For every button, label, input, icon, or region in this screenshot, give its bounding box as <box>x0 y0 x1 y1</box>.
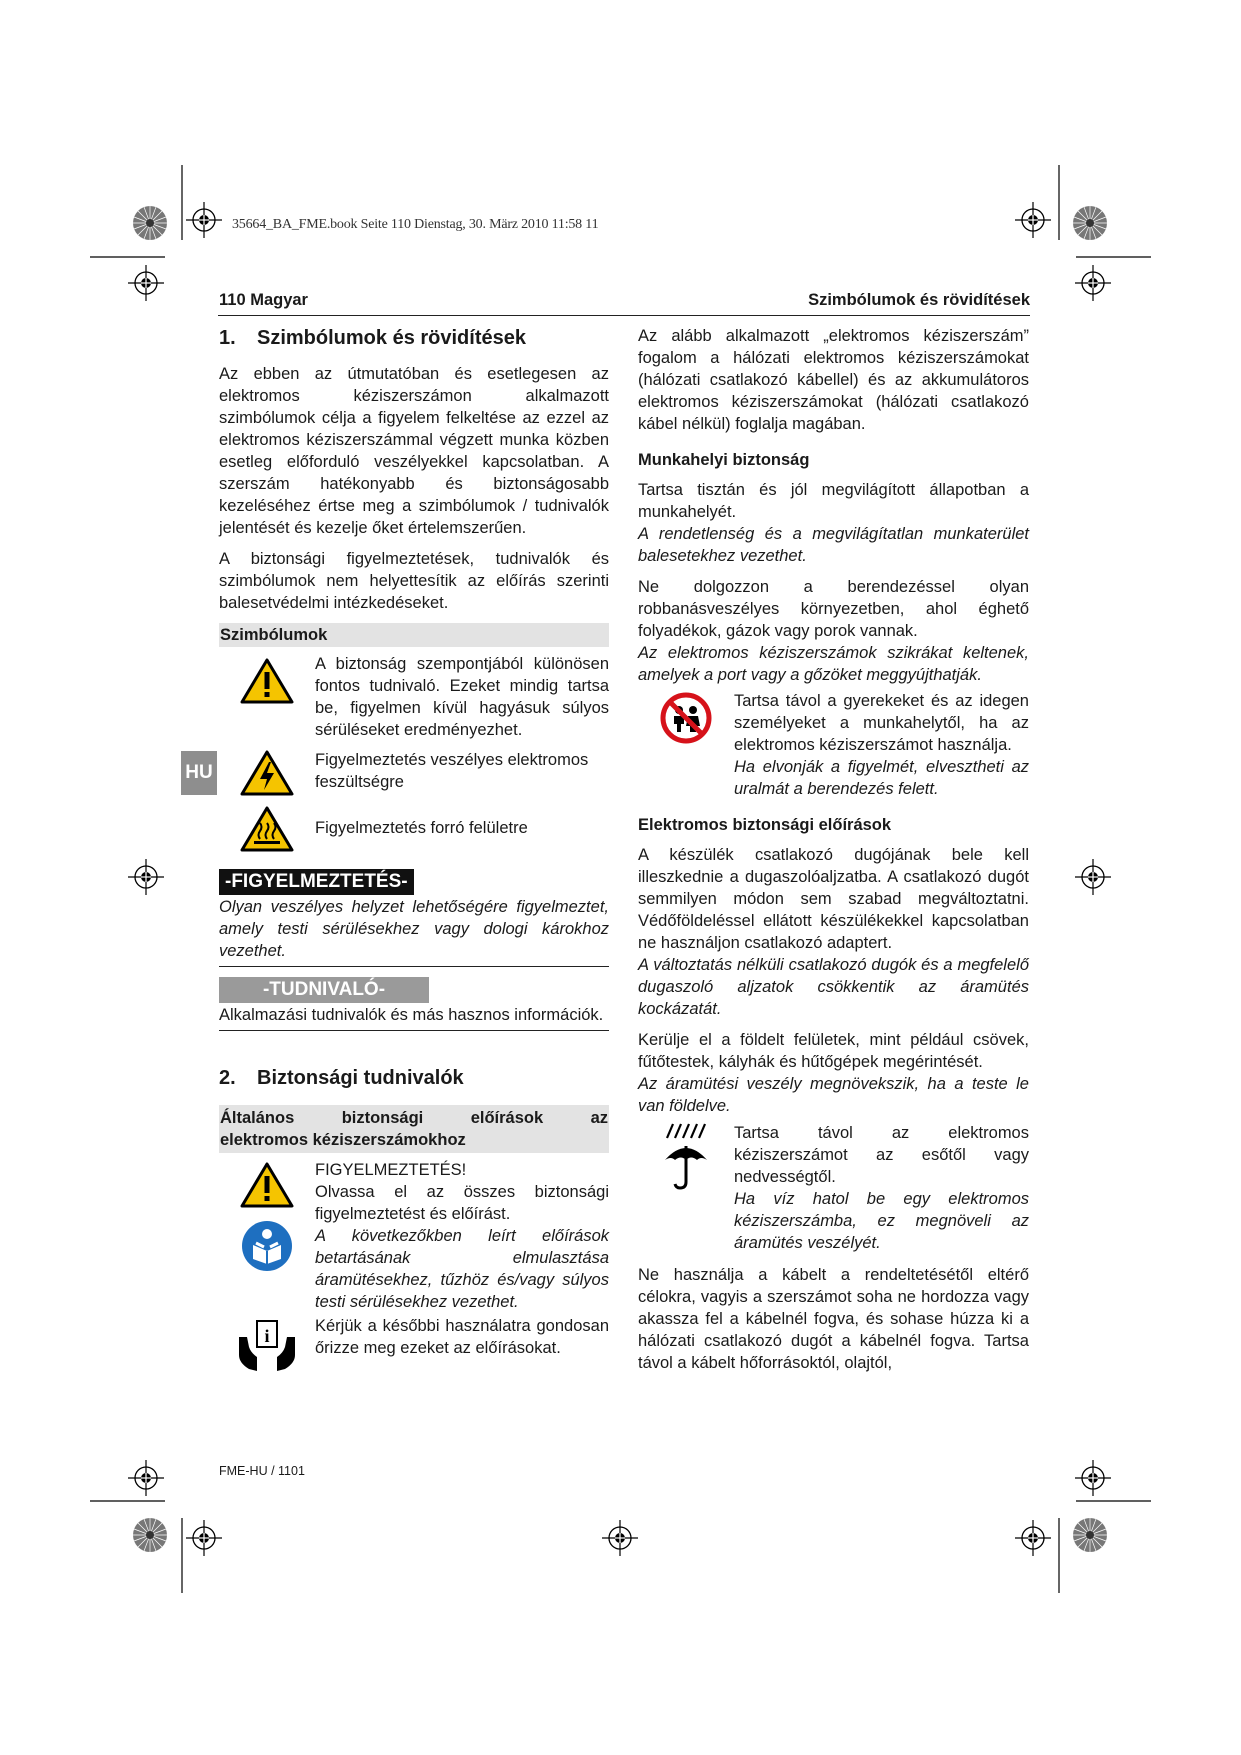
paragraph <box>638 479 1029 567</box>
symbol-description: A biztonság szempontjából különösen fontos tudnivaló. Ezeket mindig tartsa be, figyelmen kívül hagyásuk súlyos sérüléseket eredményezhet. <box>315 655 609 739</box>
registration-mark-icon <box>128 265 164 301</box>
symbol-description-block <box>734 1122 1029 1254</box>
instruction: Kerülje el a földelt felületek, mint például csövek, fűtőtestek, kályhák és hűtőgépek megérintését. <box>638 1031 1029 1071</box>
paragraph: Az alább alkalmazott „elektromos kéziszerszám” fogalom a hálózati elektromos kéziszerszámokat (hálózati csatlakozó kábellel) és az akkumulátoros elektromos kéziszerszámokat (hálózati csatlakozó kábel nélkül) foglalja magában. <box>638 327 1029 433</box>
instruction: Ne dolgozzon a berendezéssel olyan robbanásveszélyes környezetben, ahol éghető folyadékok, gázok vagy porok vannak. <box>638 578 1029 640</box>
instruction: Tartsa távol az elektromos kéziszerszámot az esőtől vagy nedvességtől. <box>734 1124 1029 1186</box>
section-heading-1 <box>219 325 609 351</box>
paragraph <box>638 576 1029 686</box>
registration-mark-icon <box>186 1520 222 1556</box>
instruction-reason: Ha elvonják a figyelmét, elvesztheti az uralmát a berendezés felett. <box>734 758 1029 798</box>
keep-instructions-text: Kérjük a későbbi használatra gondosan őrizze meg ezeket az előírásokat. <box>315 1317 609 1357</box>
section-number: 2. <box>219 1067 236 1089</box>
instruction: Tartsa tisztán és jól megvilágított állapotban a munkahelyét. <box>638 481 1029 521</box>
symbol-row <box>219 1315 609 1373</box>
left-column <box>219 325 609 1381</box>
electric-hazard-icon <box>240 749 294 797</box>
symbol-row <box>219 653 609 741</box>
warning-title: FIGYELMEZTETÉS! <box>315 1161 467 1179</box>
note-text: Alkalmazási tudnivalók és más hasznos információk. <box>219 1004 609 1031</box>
warning-consequence: A következőkben leírt előírások betartásának elmulasztása áramütésekhez, tűzhöz és/vagy súlyos testi sérülésekhez vezethet. <box>315 1227 609 1311</box>
registration-mark-icon <box>1075 265 1111 301</box>
running-head <box>218 289 1030 316</box>
symbol-row <box>638 690 1029 800</box>
instruction: A készülék csatlakozó dugójának bele kell illeszkednie a dugaszolóaljzatba. A csatlakozó dugót semmilyen módon sem szabad megváltoztatni. Védőföldeléssel ellátott készülékekkel kapcsolatban ne használjon csatlakozó adaptert. <box>638 846 1029 952</box>
subheading-workplace: Munkahelyi biztonság <box>638 451 810 469</box>
color-wheel-icon <box>132 205 168 241</box>
language-tab: HU <box>181 751 217 795</box>
warning-badge: -FIGYELMEZTETÉS- <box>219 869 414 895</box>
read-manual-icon <box>240 1219 294 1273</box>
registration-mark-icon <box>1075 859 1111 895</box>
symbol-description: Figyelmeztetés veszélyes elektromos feszültségre <box>315 751 589 791</box>
registration-mark-icon <box>128 1460 164 1496</box>
warning-text: Olyan veszélyes helyzet lehetőségére figyelmeztet, amely testi sérülésekhez vagy dologi károkhoz vezethet. <box>219 896 609 967</box>
color-wheel-icon <box>1072 1517 1108 1553</box>
subheading-line: Általános biztonsági előírások az <box>220 1109 608 1127</box>
footer-code: FME-HU / 1101 <box>219 1464 305 1478</box>
print-header: 35664_BA_FME.book Seite 110 Dienstag, 30. März 2010 11:58 11 <box>232 217 599 232</box>
symbol-row <box>219 749 609 797</box>
section-heading-2 <box>219 1065 609 1091</box>
keep-dry-icon <box>659 1122 713 1192</box>
hot-surface-icon <box>240 805 294 853</box>
paragraph: Ne használja a kábelt a rendeltetésétől eltérő célokra, vagyis a szerszámot soha ne hordozza vagy akassza fel a kábelnél fogva, és sohase húzza ki a hálózati csatlakozó dugót a kábelnél fogva. Tartsa távol a kábelt hőforrásoktól, olajtól, <box>638 1266 1029 1372</box>
registration-mark-icon <box>602 1520 638 1556</box>
registration-mark-icon <box>128 859 164 895</box>
right-column <box>638 325 1029 1383</box>
color-wheel-icon <box>132 1517 168 1553</box>
symbol-description-block <box>734 690 1029 800</box>
note-badge: -TUDNIVALÓ- <box>219 977 429 1003</box>
chapter-title: Szimbólumok és rövidítések <box>808 291 1030 309</box>
instruction-reason: Az elektromos kéziszerszámok szikrákat keltenek, amelyek a port vagy a gőzöket meggyújthatják. <box>638 644 1029 684</box>
no-children-icon <box>660 692 712 744</box>
general-warning-block <box>315 1159 609 1313</box>
registration-mark-icon <box>186 202 222 238</box>
color-wheel-icon <box>1072 205 1108 241</box>
instruction-reason: Ha víz hatol be egy elektromos kéziszerszámba, ez megnöveli az áramütés veszélyét. <box>734 1190 1029 1252</box>
section-title: Szimbólumok és rövidítések <box>257 327 526 349</box>
subheading-electrical: Elektromos biztonsági előírások <box>638 816 892 834</box>
page-number-label: 110 Magyar <box>219 291 308 309</box>
subheading-line: elektromos kéziszerszámokhoz <box>220 1131 466 1149</box>
paragraph <box>638 1029 1029 1117</box>
paragraph: Az ebben az útmutatóban és esetlegesen az elektromos kéziszerszámon alkalmazott szimbólumok célja a figyelem felkeltése az ezzel az elektromos kéziszerszámmal végzett munka közben esetleg előforduló veszélyekkel kapcsolatban. A szerszám hatékonyabb és biztonságosabb kezeléséhez értse meg a szimbólumok / tudnivalók jelentését és kezelje őket értelemszerűen. <box>219 365 609 537</box>
warning-text: Olvassa el az összes biztonsági figyelmeztetést és előírást. <box>315 1183 609 1223</box>
registration-mark-icon <box>1075 1460 1111 1496</box>
paragraph: A biztonsági figyelmeztetések, tudnivalók és szimbólumok nem helyettesítik az előírás szerinti balesetvédelmi intézkedéseket. <box>219 550 609 612</box>
subheading-general <box>219 1105 609 1153</box>
symbol-row <box>219 1159 609 1313</box>
warning-triangle-icon <box>240 1161 294 1209</box>
instruction-reason: A rendetlenség és a megvilágítatlan munkaterület balesetekhez vezethet. <box>638 525 1029 565</box>
section-title: Biztonsági tudnivalók <box>257 1067 464 1089</box>
symbol-row <box>638 1122 1029 1254</box>
symbol-row <box>219 805 609 853</box>
symbol-description: Figyelmeztetés forró felületre <box>315 819 528 837</box>
instruction-reason: Az áramütési veszély megnövekszik, ha a teste le van földelve. <box>638 1075 1029 1115</box>
instruction-reason: A változtatás nélküli csatlakozó dugók és a megfelelő dugaszoló aljzatok csökkentik az áramütés kockázatát. <box>638 956 1029 1018</box>
registration-mark-icon <box>1015 1520 1051 1556</box>
instruction: Tartsa távol a gyerekeket és az idegen személyeket a munkahelytől, ha az elektromos kéziszerszámot használja. <box>734 692 1029 754</box>
subheading-symbols: Szimbólumok <box>219 623 609 647</box>
keep-instructions-icon <box>235 1319 299 1373</box>
registration-mark-icon <box>1015 202 1051 238</box>
warning-triangle-icon <box>240 657 294 705</box>
section-number: 1. <box>219 327 236 349</box>
svg-text:i: i <box>264 1326 270 1346</box>
paragraph <box>638 844 1029 1020</box>
